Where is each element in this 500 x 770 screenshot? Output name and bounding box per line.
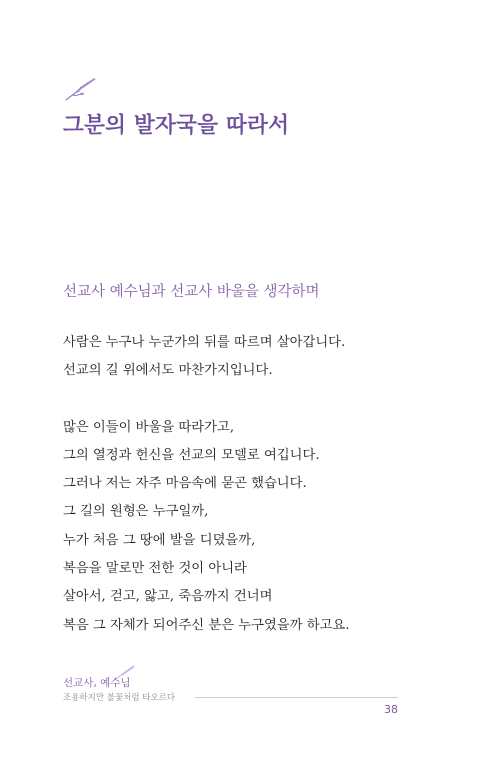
page-title: 그분의 발자국을 따라서	[63, 113, 290, 138]
body-line: 사람은 누구나 누군가의 뒤를 따르며 살아갑니다.	[63, 335, 346, 350]
body-line: 선교의 길 위에서도 마찬가지입니다.	[63, 363, 273, 379]
footer-divider	[195, 697, 398, 698]
body-line: 복음을 말로만 전한 것이 아니라	[63, 561, 247, 577]
body-line: 그의 열정과 헌신을 선교의 모델로 여깁니다.	[63, 447, 320, 463]
body-line: 살아서, 걷고, 앓고, 죽음까지 건너며	[63, 589, 273, 605]
footer-series-label: 선교사, 예수님	[63, 677, 131, 689]
body-line: 그러나 저는 자주 마음속에 묻곤 했습니다.	[63, 476, 307, 492]
body-line: 많은 이들이 바울을 따라가고,	[63, 419, 235, 435]
body-line: 복음 그 자체가 되어주신 분은 누구였을까 하고요.	[63, 617, 350, 633]
lavender-sprig-icon	[114, 663, 136, 681]
body-text	[63, 333, 443, 644]
page-number: 38	[384, 703, 398, 716]
body-line: 누가 처음 그 땅에 발을 디뎠을까,	[63, 532, 256, 548]
footer-book-title: 조용하지만 불꽃처럼 타오르다	[63, 693, 176, 703]
section-subtitle: 선교사 예수님과 선교사 바울을 생각하며	[63, 284, 320, 300]
lavender-sprig-icon	[64, 76, 98, 102]
body-line: 그 길의 원형은 누구일까,	[63, 504, 209, 520]
